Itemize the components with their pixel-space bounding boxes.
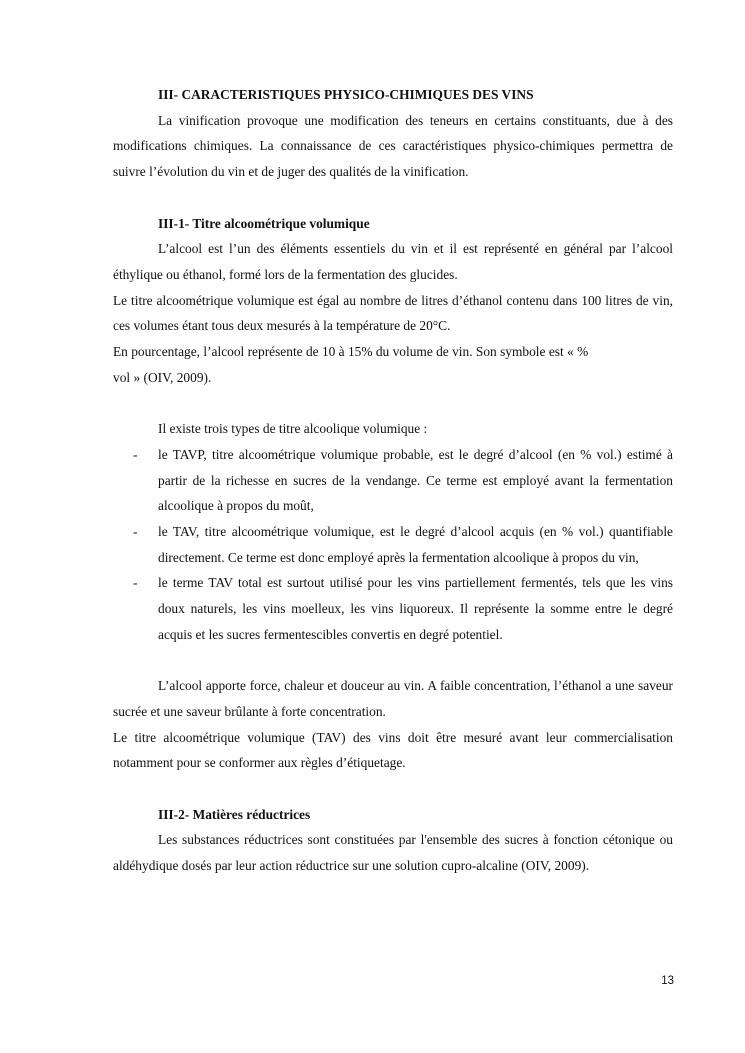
- intro-paragraph: La vinification provoque une modification des teneurs en certains constituants, due à des modifications chimiques. La connaissance de ces caractéristiques physico-chimiques permettra de suivre l’évolution du vin et de juger des qualités de la vinification.: [113, 112, 673, 180]
- list-item-text: le TAVP, titre alcoométrique volumique probable, est le degré d’alcool (en % vol.) estimé à partir de la richesse en sucres de la vendange. Ce terme est employé avant la fermentation alcoolique à propos du moût,: [158, 446, 673, 514]
- page-body: [113, 82, 673, 879]
- spacer: [113, 647, 673, 673]
- subsection-2-title: III-2- Matières réductrices: [158, 806, 311, 822]
- types-intro: Il existe trois types de titre alcoolique volumique :: [158, 421, 428, 437]
- subsection-1-paragraph-2: Le titre alcoométrique volumique est égal au nombre de litres d’éthanol contenu dans 100 litres de vin, ces volumes étant tous deux mesurés à la température de 20°C.: [113, 292, 673, 334]
- subsection-1-paragraph-3a: En pourcentage, l’alcool représente de 10 à 15% du volume de vin. Son symbole est « %: [113, 344, 589, 360]
- subsection-1-paragraph-4: L’alcool apporte force, chaleur et douceur au vin. A faible concentration, l’éthanol a une saveur sucrée et une saveur brûlante à forte concentration.: [113, 678, 673, 719]
- bullet-dash: -: [133, 446, 138, 462]
- bullet-dash: -: [133, 523, 138, 539]
- list-item-text: le TAV, titre alcoométrique volumique, est le degré d’alcool acquis (en % vol.) quantifiable directement. Ce terme est donc employé après la fermentation alcoolique à propos du vin,: [158, 523, 673, 565]
- types-list: [113, 442, 673, 648]
- subsection-1-paragraph-1: L’alcool est l’un des éléments essentiels du vin et il est représenté en général par l’alcool éthylique ou éthanol, formé lors de la fermentation des glucides.: [113, 241, 673, 282]
- subsection-1-paragraph-3b: vol » (OIV, 2009).: [113, 369, 212, 385]
- list-item: [113, 519, 673, 570]
- subsection-1-paragraph-5: Le titre alcoométrique volumique (TAV) des vins doit être mesuré avant leur commercialisation notamment pour se conformer aux règles d’étiquetage.: [113, 729, 673, 771]
- list-item: [113, 442, 673, 519]
- spacer: [113, 776, 673, 802]
- list-item: [113, 570, 673, 647]
- bullet-dash: -: [133, 575, 138, 591]
- list-item-text: le terme TAV total est surtout utilisé pour les vins partiellement fermentés, tels que les vins doux naturels, les vins moelleux, les vins liquoreux. Il représente la somme entre le degré acquis et les sucres fermentescibles convertis en degré potentiel.: [158, 575, 673, 642]
- subsection-2-paragraph-1: Les substances réductrices sont constituées par l'ensemble des sucres à fonction cétonique ou aldéhydique dosés par leur action réductrice sur une solution cupro-alcaline (OIV, 2009).: [113, 832, 673, 874]
- spacer: [113, 185, 673, 211]
- subsection-1-title: III-1- Titre alcoométrique volumique: [158, 215, 370, 231]
- section-title: III- CARACTERISTIQUES PHYSICO-CHIMIQUES DES VINS: [158, 87, 534, 102]
- spacer: [113, 390, 673, 416]
- page-number: 13: [661, 975, 674, 987]
